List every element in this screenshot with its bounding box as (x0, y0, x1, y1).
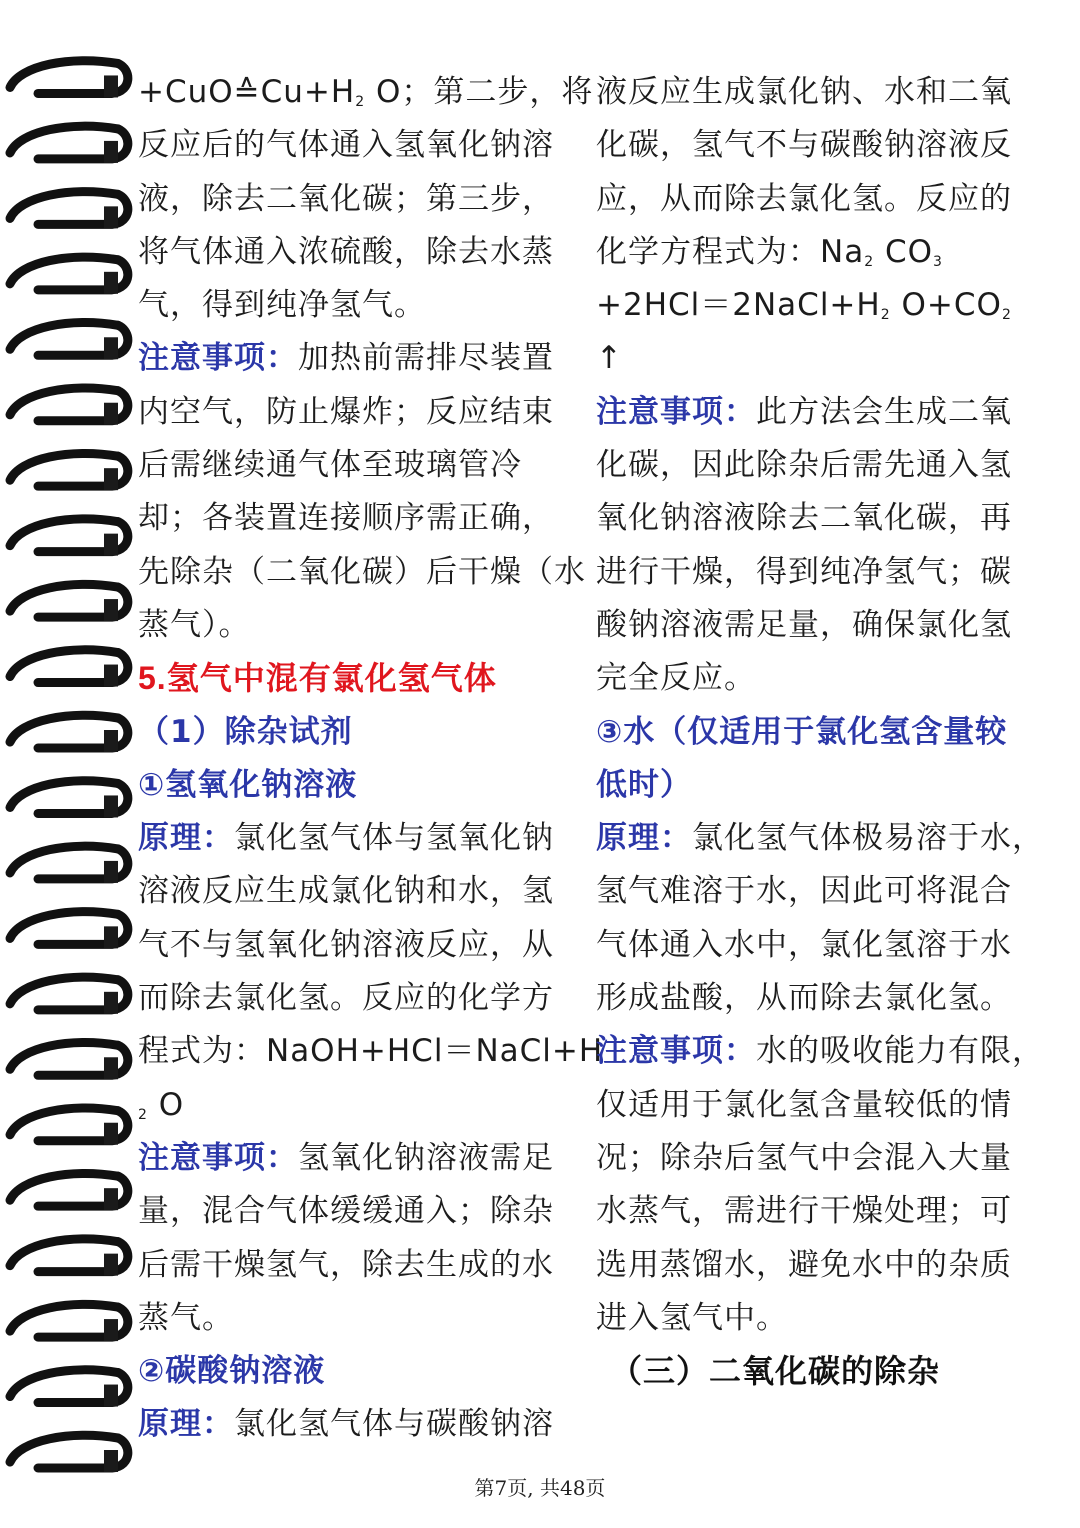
binding-ring (10, 388, 128, 425)
item-heading: ③水（仅适用于氯化氢含量较 (596, 713, 1008, 750)
text-line: 进入氢气中。 (596, 1299, 788, 1336)
binding-ring (10, 781, 128, 818)
text-line: 内空气，防止爆炸；反应结束 (138, 393, 554, 430)
binding-ring (10, 1173, 128, 1210)
binding-ring (10, 323, 128, 360)
text-line: 应，从而除去氯化氢。反应的 (596, 180, 1012, 217)
text-line: 蒸气。 (138, 1299, 234, 1336)
binding-ring (10, 650, 128, 687)
text-line: 气不与氢氧化钠溶液反应，从 (138, 926, 554, 963)
text-line: 氢气难溶于水，因此可将混合 (596, 873, 1012, 910)
binding-ring (10, 584, 128, 621)
text-line: $+CuO≙Cu+H_2$ O；第二步，将 (138, 74, 594, 110)
text-line: 程式为：NaOH+HCl＝NaCl+H (138, 1033, 604, 1070)
note-line: 注意事项：水的吸收能力有限， (596, 1033, 1044, 1070)
principle-line: 原理：氯化氢气体与碳酸钠溶 (138, 1406, 554, 1443)
text-line: 先除杂（二氧化碳）后干燥（水 (138, 553, 586, 590)
spiral-binding-icon (0, 40, 135, 1480)
text-line: 却；各装置连接顺序需正确， (138, 500, 554, 537)
binding-ring (10, 1043, 128, 1080)
text-line: ↑ (596, 340, 623, 377)
binding-ring (10, 1304, 128, 1341)
text-line: 氧化钠溶液除去二氧化碳，再 (596, 500, 1012, 537)
note-line: 注意事项：加热前需排尽装置 (138, 340, 554, 377)
text-line: 液反应生成氯化钠、水和二氧 (596, 74, 1012, 110)
text-line: $+2HCl=2NaCl+H_2$ $O+CO_2$ (596, 287, 1012, 324)
note-line: 注意事项：氢氧化钠溶液需足 (138, 1139, 554, 1176)
left-column (138, 66, 604, 1452)
binding-ring (10, 192, 128, 229)
text-line: 溶液反应生成氯化钠和水，氢 (138, 873, 554, 910)
text-line: 化学方程式为：$Na_2$ $CO_3$ (596, 233, 943, 270)
text-line: 形成盐酸，从而除去氯化氢。 (596, 980, 1012, 1017)
text-line: 完全反应。 (596, 660, 756, 697)
text-line: 后需继续通气体至玻璃管冷 (138, 447, 522, 484)
principle-label: 原理： (138, 820, 234, 857)
binding-ring (10, 257, 128, 294)
text-line: 况；除杂后氢气中会混入大量 (596, 1139, 1012, 1176)
binding-ring (10, 846, 128, 883)
binding-ring (10, 1239, 128, 1276)
note-label: 注意事项： (596, 393, 756, 430)
binding-ring (10, 61, 128, 98)
principle-label: 原理： (138, 1406, 234, 1443)
binding-ring (10, 977, 128, 1014)
note-line: 注意事项：此方法会生成二氧 (596, 393, 1012, 430)
text-line: 选用蒸馏水，避免水中的杂质 (596, 1246, 1012, 1283)
text-line: 化碳，氢气不与碳酸钠溶液反 (596, 127, 1012, 164)
binding-ring (10, 453, 128, 490)
principle-line: 原理：氯化氢气体极易溶于水， (596, 820, 1044, 857)
note-label: 注意事项： (138, 1139, 298, 1176)
binding-ring (10, 1370, 128, 1407)
binding-ring (10, 519, 128, 556)
principle-line: 原理：氯化氢气体与氢氧化钠 (138, 820, 554, 857)
page-footer: 第7页, 共48页 (474, 1476, 606, 1500)
binding-ring (10, 912, 128, 949)
item-heading: ①氢氧化钠溶液 (138, 766, 358, 803)
text-line: 酸钠溶液需足量，确保氯化氢 (596, 606, 1012, 643)
item-heading-cont: 低时） (596, 766, 692, 803)
text-line: 而除去氯化氢。反应的化学方 (138, 980, 554, 1017)
text-line: 仅适用于氯化氢含量较低的情 (596, 1086, 1012, 1123)
text-line: 化碳，因此除杂后需先通入氢 (596, 447, 1012, 484)
right-column (596, 66, 1044, 1398)
text-line: 后需干燥氢气，除去生成的水 (138, 1246, 554, 1283)
principle-label: 原理： (596, 820, 692, 857)
text-line: 进行干燥，得到纯净氢气；碳 (596, 553, 1012, 590)
binding-ring (10, 126, 128, 163)
subsection-heading: （1）除杂试剂 (138, 713, 353, 750)
text-line: 量，混合气体缓缓通入；除杂 (138, 1193, 554, 1230)
text-line: $_2$ O (138, 1086, 185, 1123)
text-line: 气体通入水中，氯化氢溶于水 (596, 926, 1012, 963)
text-line: 将气体通入浓硫酸，除去水蒸 (138, 233, 554, 270)
section-heading-5: 5.氢气中混有氯化氢气体 (138, 660, 497, 697)
text-line: 蒸气）。 (138, 606, 251, 643)
text-line: 气，得到纯净氢气。 (138, 287, 426, 324)
note-label: 注意事项： (138, 340, 298, 377)
text-line: 水蒸气，需进行干燥处理；可 (596, 1193, 1012, 1230)
note-label: 注意事项： (596, 1033, 756, 1070)
binding-ring (10, 715, 128, 752)
section-heading-3: （三）二氧化碳的除杂 (610, 1353, 941, 1390)
binding-ring (10, 1108, 128, 1145)
text-line: 反应后的气体通入氢氧化钠溶 (138, 127, 554, 164)
item-heading: ②碳酸钠溶液 (138, 1353, 326, 1390)
binding-ring (10, 1435, 128, 1472)
text-line: 液，除去二氧化碳；第三步， (138, 180, 554, 217)
